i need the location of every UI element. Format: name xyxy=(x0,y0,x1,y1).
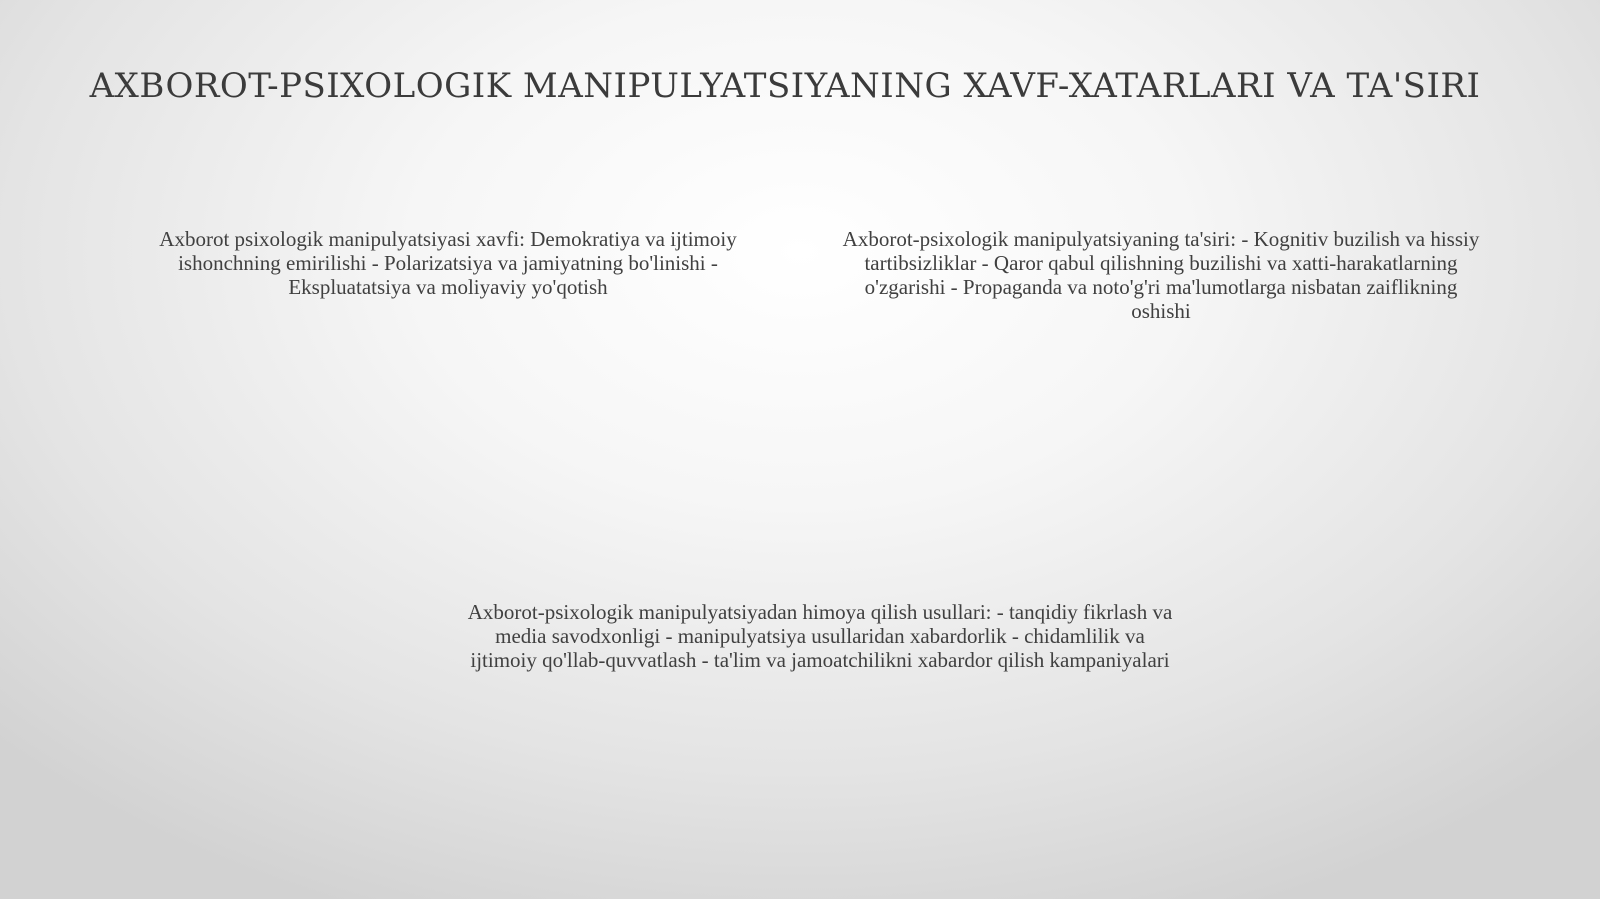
protection-methods-text-block: Axborot-psixologik manipulyatsiyadan himoya qilish usullari: - tanqidiy fikrlash va media savodxonligi - manipulyatsiya usullaridan xabardorlik - chidamlilik va ijtimoiy qo'llab-quvvatlash - ta'lim va jamoatchilikni xabardor qilish kampaniyalari xyxy=(467,600,1173,672)
slide-title: AXBOROT-PSIXOLOGIK MANIPULYATSIYANING XAVF-XATARLARI VA TA'SIRI xyxy=(89,66,1481,106)
risks-text-block: Axborot psixologik manipulyatsiyasi xavfi: Demokratiya va ijtimoiy ishonchning emirilishi - Polarizatsiya va jamiyatning bo'linishi - Ekspluatatsiya va moliyaviy yo'qotish xyxy=(159,227,737,299)
impact-text-block: Axborot-psixologik manipulyatsiyaning ta'siri: - Kognitiv buzilish va hissiy tartibsizliklar - Qaror qabul qilishning buzilishi va xatti-harakatlarning o'zgarishi - Propaganda va noto'g'ri ma'lumotlarga nisbatan zaiflikning oshishi xyxy=(842,227,1480,323)
